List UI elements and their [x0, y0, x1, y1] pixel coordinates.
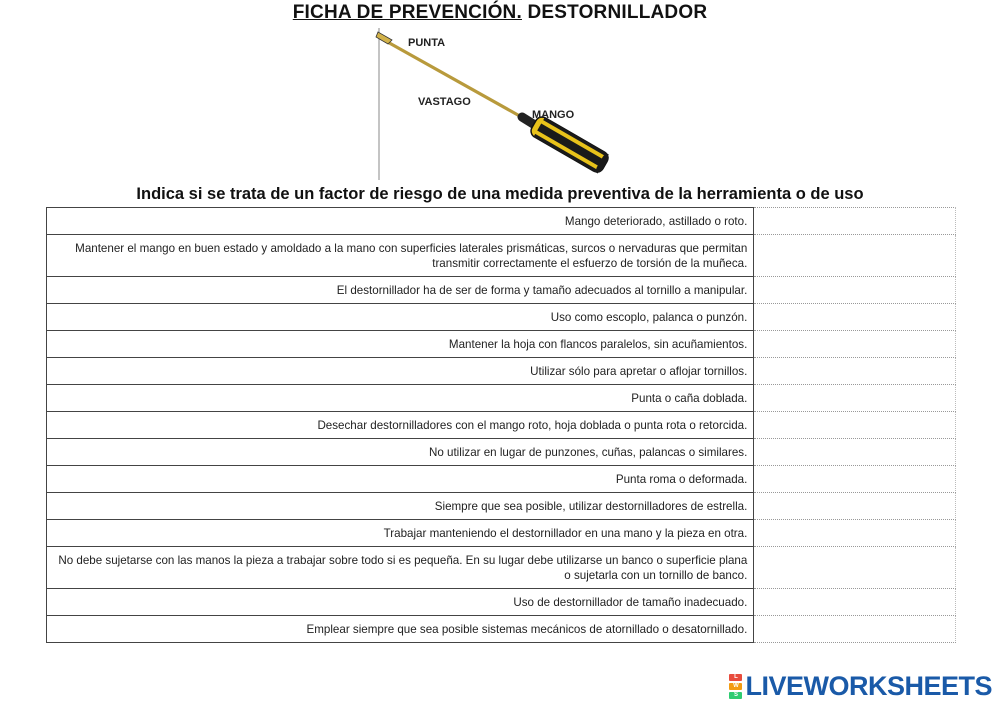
statement-cell: No utilizar en lugar de punzones, cuñas, palancas o similares. — [47, 439, 754, 466]
statement-cell: No debe sujetarse con las manos la pieza a trabajar sobre todo si es pequeña. En su lugar debe utilizarse un banco o superficie plana o sujetarla con un tornillo de banco. — [47, 547, 754, 589]
answer-cell — [754, 520, 956, 547]
brand-icon-block-3: S — [729, 692, 742, 699]
answer-input[interactable] — [754, 385, 955, 411]
brand-icon-block-1: L — [729, 674, 742, 681]
table-row — [47, 277, 956, 304]
answer-input[interactable] — [754, 520, 955, 546]
table-row — [47, 235, 956, 277]
answer-input[interactable] — [754, 466, 955, 492]
statement-cell: Mango deteriorado, astillado o roto. — [47, 208, 754, 235]
answer-input[interactable] — [754, 547, 955, 588]
table-row — [47, 589, 956, 616]
table-row — [47, 412, 956, 439]
statement-cell: Mantener el mango en buen estado y amoldado a la mano con superficies laterales prismáticas, surcos o nervaduras que permitan transmitir correctamente el esfuerzo de torsión de la muñeca. — [47, 235, 754, 277]
answer-cell — [754, 439, 956, 466]
title-part-2: DESTORNILLADOR — [527, 2, 708, 23]
answer-input[interactable] — [754, 493, 955, 519]
statement-cell: Punta roma o deformada. — [47, 466, 754, 493]
screwdriver-shaft — [384, 40, 534, 124]
answer-cell — [754, 304, 956, 331]
statement-cell: Desechar destornilladores con el mango roto, hoja doblada o punta rota o retorcida. — [47, 412, 754, 439]
screwdriver-tip — [376, 32, 392, 44]
statement-cell: Punta o caña doblada. — [47, 385, 754, 412]
instruction-heading: Indica si se trata de un factor de riesgo de una medida preventiva de la herramienta o de uso — [136, 185, 864, 203]
answer-cell — [754, 412, 956, 439]
answer-input[interactable] — [754, 589, 955, 615]
statement-cell: Uso de destornillador de tamaño inadecuado. — [47, 589, 754, 616]
answer-input[interactable] — [754, 208, 955, 234]
statements-table-body — [47, 208, 956, 643]
brand-logo — [729, 671, 992, 702]
answer-cell — [754, 589, 956, 616]
brand-icon — [729, 673, 742, 700]
answer-cell — [754, 358, 956, 385]
statement-cell: Uso como escoplo, palanca o punzón. — [47, 304, 754, 331]
brand-icon-block-2: W — [729, 683, 742, 690]
answer-input[interactable] — [754, 277, 955, 303]
table-row — [47, 208, 956, 235]
answer-cell — [754, 616, 956, 643]
answer-cell — [754, 331, 956, 358]
screwdriver-illustration — [372, 28, 642, 180]
statements-table — [46, 207, 956, 643]
answer-cell — [754, 277, 956, 304]
answer-cell — [754, 466, 956, 493]
answer-input[interactable] — [754, 439, 955, 465]
label-shaft: VASTAGO — [418, 96, 471, 108]
answer-input[interactable] — [754, 358, 955, 384]
answer-input[interactable] — [754, 331, 955, 357]
label-tip: PUNTA — [408, 37, 446, 49]
statement-cell: Siempre que sea posible, utilizar destornilladores de estrella. — [47, 493, 754, 520]
table-row — [47, 439, 956, 466]
answer-cell — [754, 493, 956, 520]
brand-text: LIVEWORKSHEETS — [745, 671, 992, 701]
table-row — [47, 547, 956, 589]
table-row — [47, 520, 956, 547]
label-handle: MANGO — [532, 109, 575, 121]
answer-input[interactable] — [754, 616, 955, 642]
table-row — [47, 358, 956, 385]
answer-input[interactable] — [754, 304, 955, 330]
statement-cell: Trabajar manteniendo el destornillador en una mano y la pieza en otra. — [47, 520, 754, 547]
table-row — [47, 466, 956, 493]
answer-cell — [754, 547, 956, 589]
statement-cell: Emplear siempre que sea posible sistemas mecánicos de atornillado o desatornillado. — [47, 616, 754, 643]
title-part-1: FICHA DE PREVENCIÓN. — [292, 2, 522, 23]
table-row — [47, 304, 956, 331]
answer-cell — [754, 208, 956, 235]
statement-cell: El destornillador ha de ser de forma y tamaño adecuados al tornillo a manipular. — [47, 277, 754, 304]
table-row — [47, 616, 956, 643]
answer-input[interactable] — [754, 235, 955, 276]
table-row — [47, 385, 956, 412]
table-row — [47, 331, 956, 358]
page-title — [0, 2, 1000, 24]
answer-cell — [754, 235, 956, 277]
answer-cell — [754, 385, 956, 412]
table-row — [47, 493, 956, 520]
screwdriver-handle — [529, 114, 611, 174]
statement-cell: Utilizar sólo para apretar o aflojar tornillos. — [47, 358, 754, 385]
statement-cell: Mantener la hoja con flancos paralelos, sin acuñamientos. — [47, 331, 754, 358]
answer-input[interactable] — [754, 412, 955, 438]
